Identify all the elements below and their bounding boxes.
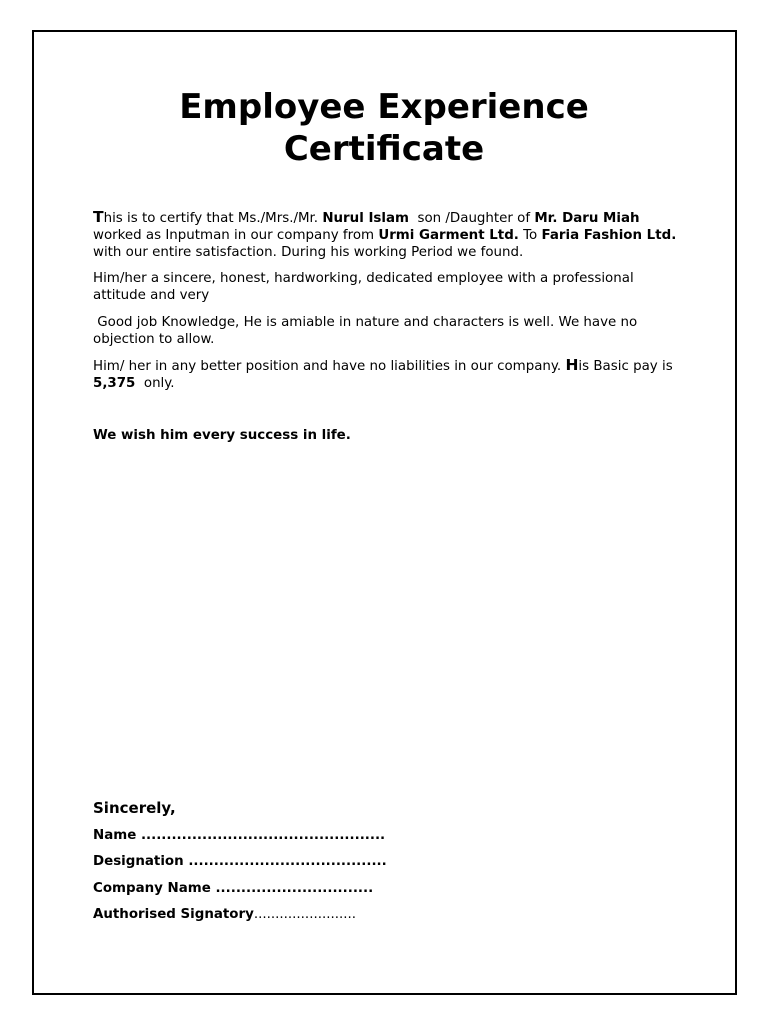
name-label: Name [93, 828, 141, 843]
parent-name: Mr. Daru Miah [534, 211, 640, 226]
pay-suffix: only. [135, 376, 175, 391]
from-company: Urmi Garment Ltd. [378, 228, 519, 243]
pay-after: is Basic pay is [578, 359, 677, 374]
to-text: To [518, 228, 542, 243]
designation-dots: ....................................... [188, 854, 387, 869]
intro-text: his is to certify that Ms./Mrs./Mr. [103, 211, 323, 226]
paragraph-qualities: Him/her a sincere, honest, hardworking, dedicated employee with a professional attitude and very [93, 271, 634, 303]
basic-pay-amount: 5,375 [93, 359, 682, 391]
authorised-dots: ........................ [253, 907, 357, 922]
sincerely: Sincerely, [93, 799, 176, 817]
to-company: Faria Fashion Ltd. [541, 228, 677, 243]
company-dots: ............................... [215, 881, 374, 896]
relation-text: son /Daughter of [408, 211, 535, 226]
paragraph-knowledge: Good job Knowledge, He is amiable in nature and characters is well. We have no objection to allow. [93, 315, 642, 347]
paragraph-certify [93, 209, 678, 261]
signature-authorised-line [93, 907, 356, 922]
employee-name: Nurul Islam [322, 211, 409, 226]
company-label: Company Name [93, 881, 216, 896]
pay-big-letter: H [565, 356, 579, 374]
closing-text: with our entire satisfaction. During his working Period we found. [93, 245, 524, 260]
title-line-2: Certificate [283, 129, 485, 169]
title-line-1: Employee Experience [179, 87, 589, 127]
pay-intro: Him/ her in any better position and have no liabilities in our company. [93, 359, 566, 374]
signature-designation-line [93, 854, 387, 869]
signature-company-line [93, 881, 373, 896]
signature-name-line [93, 828, 385, 843]
designation-label: Designation [93, 854, 189, 869]
certificate-title [0, 86, 768, 170]
worked-as-text: worked as Inputman in our company from [93, 211, 649, 243]
certificate-border [32, 30, 737, 995]
wish-line: We wish him every success in life. [93, 428, 351, 443]
name-dots: ................................................ [140, 828, 386, 843]
authorised-label: Authorised Signatory [93, 907, 254, 922]
drop-letter: T [93, 208, 104, 226]
paragraph-pay [93, 356, 682, 392]
